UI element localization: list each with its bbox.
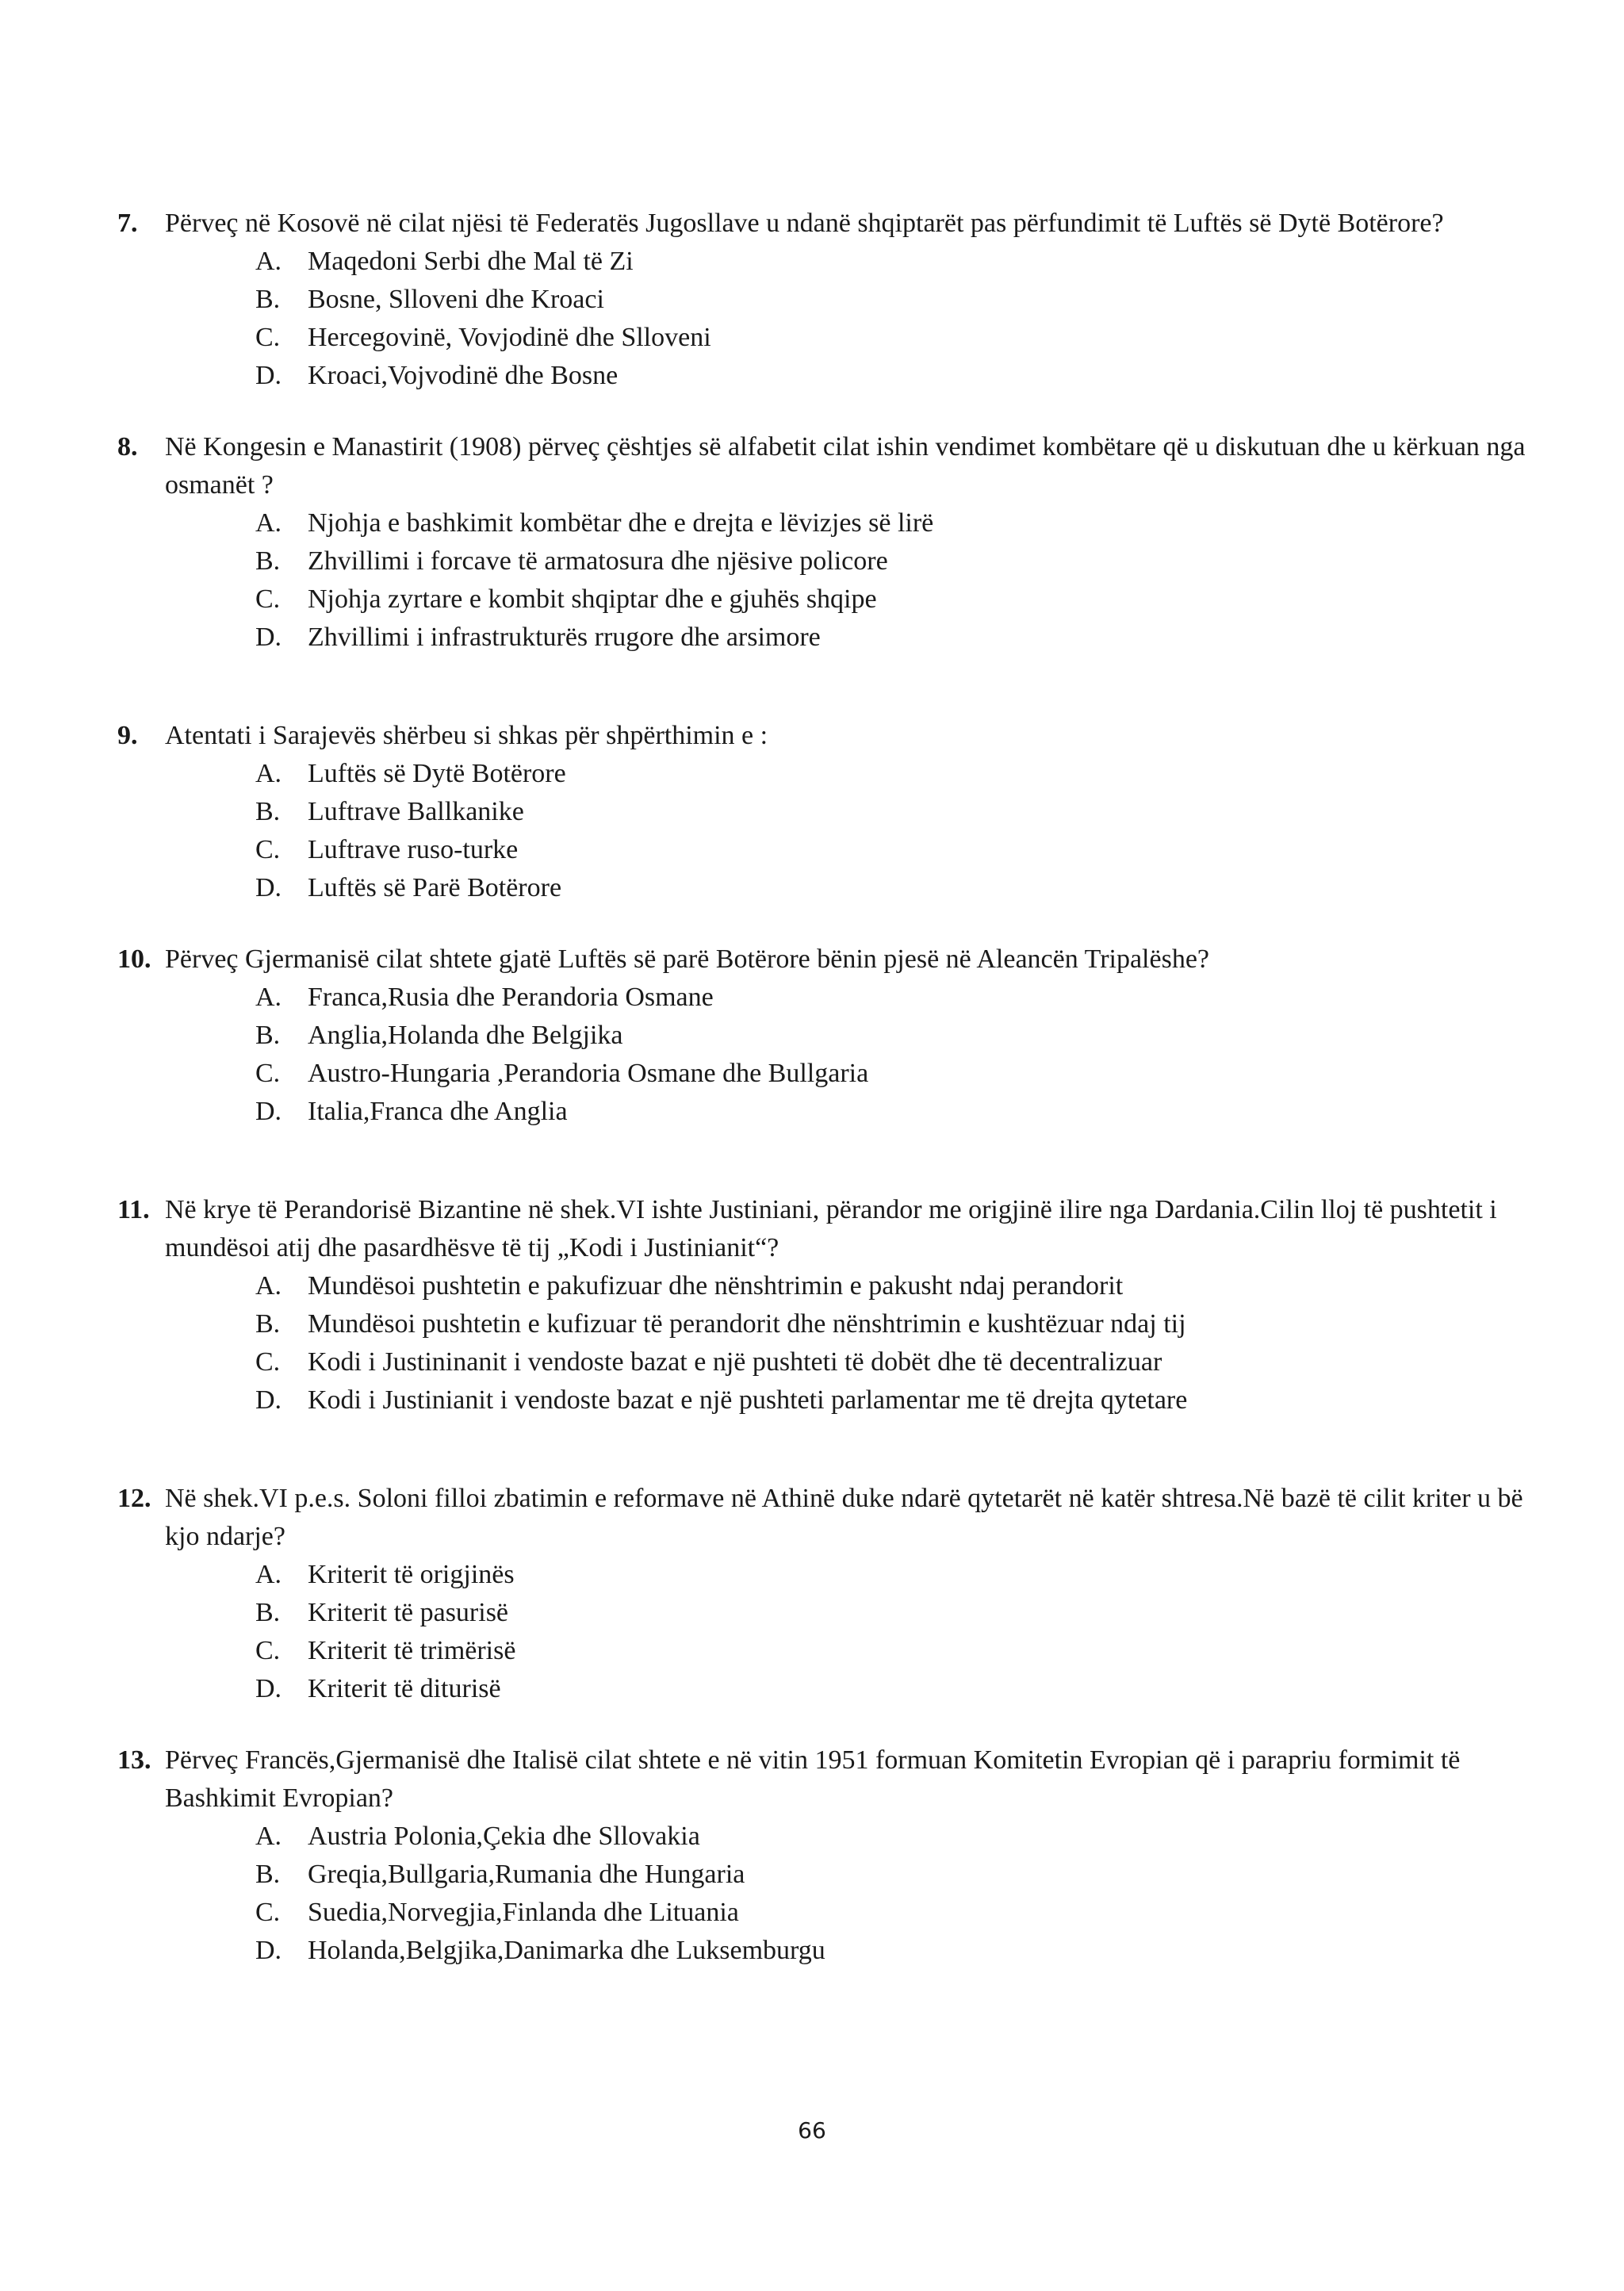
question-text: Përveç Francës,Gjermanisë dhe Italisë cilat shtete e në vitin 1951 formuan Komitetin Evropian që i parapriu formimit të Bashkimit Evropian? [165,1745,1461,1813]
question-8 [117,428,1529,657]
answer-options [117,504,1529,657]
option-letter: B. [255,797,281,826]
option-letter: D. [255,1385,282,1415]
option-letter: C. [255,584,281,614]
option-c [117,831,1529,869]
option-c [117,580,1529,619]
option-letter: A. [255,508,282,538]
option-letter: D. [255,1097,282,1126]
option-text: Kriterit të pasurisë [308,1598,509,1627]
question-text: Atentati i Sarajevës shërbeu si shkas për shpërthimin e : [165,721,768,750]
option-letter: C. [255,1636,281,1665]
option-text: Luftrave Ballkanike [308,797,524,826]
option-text: Hercegovinë, Vovjodinë dhe Slloveni [308,323,711,352]
option-text: Greqia,Bullgaria,Rumania dhe Hungaria [308,1860,745,1889]
option-letter: B. [255,546,281,576]
question-number: 8. [117,432,138,462]
option-text: Kriterit të trimërisë [308,1636,516,1665]
option-text: Maqedoni Serbi dhe Mal të Zi [308,247,634,276]
option-letter: C. [255,835,281,864]
option-c [117,1055,1529,1093]
option-text: Anglia,Holanda dhe Belgjika [308,1021,623,1050]
option-d [117,357,1529,395]
answer-options [117,1818,1529,1970]
option-letter: A. [255,1271,282,1301]
option-letter: A. [255,1822,282,1851]
option-text: Italia,Franca dhe Anglia [308,1097,568,1126]
question-13 [117,1741,1529,1970]
option-letter: B. [255,1021,281,1050]
option-a [117,755,1529,793]
answer-options [117,243,1529,395]
option-letter: B. [255,1860,281,1889]
option-text: Zhvillimi i infrastrukturës rrugore dhe arsimore [308,623,821,652]
option-text: Zhvillimi i forcave të armatosura dhe njësive policore [308,546,888,576]
option-letter: D. [255,873,282,902]
question-text: Në Kongesin e Manastirit (1908) përveç çështjes së alfabetit cilat ishin vendimet kombëtare që u diskutuan dhe u kërkuan nga osmanët ? [165,432,1526,500]
option-text: Suedia,Norvegjia,Finlanda dhe Lituania [308,1898,739,1927]
option-d [117,869,1529,907]
answer-options [117,979,1529,1131]
question-11 [117,1191,1529,1419]
option-b [117,1305,1529,1343]
option-c [117,1632,1529,1670]
question-text: Përveç Gjermanisë cilat shtete gjatë Luftës së parë Botërore bënin pjesë në Aleancën Tripalëshe? [165,944,1210,974]
option-letter: B. [255,1309,281,1339]
option-letter: B. [255,1598,281,1627]
option-letter: A. [255,759,282,788]
option-letter: D. [255,1674,282,1703]
option-a [117,1267,1529,1305]
question-number: 12. [117,1484,151,1513]
option-text: Luftrave ruso-turke [308,835,519,864]
option-letter: B. [255,285,281,314]
option-letter: C. [255,1898,281,1927]
answer-options [117,1556,1529,1708]
option-text: Kriterit të diturisë [308,1674,501,1703]
option-letter: D. [255,623,282,652]
option-b [117,281,1529,319]
option-text: Kriterit të origjinës [308,1560,515,1589]
option-text: Luftës së Parë Botërore [308,873,562,902]
option-letter: C. [255,1059,281,1088]
question-text: Në shek.VI p.e.s. Soloni filloi zbatimin e reformave në Athinë duke ndarë qytetarët në katër shtresa.Në bazë të cilit kriter u bë kjo ndarje? [165,1484,1523,1551]
option-b [117,793,1529,831]
option-b [117,542,1529,580]
question-number: 10. [117,944,151,974]
option-b [117,1856,1529,1894]
option-text: Kodi i Justinianit i vendoste bazat e një pushteti parlamentar me të drejta qytetare [308,1385,1188,1415]
option-text: Njohja e bashkimit kombëtar dhe e drejta e lëvizjes së lirë [308,508,934,538]
option-a [117,1556,1529,1594]
option-text: Holanda,Belgjika,Danimarka dhe Luksemburgu [308,1936,825,1965]
question-number: 7. [117,209,138,238]
option-letter: A. [255,983,282,1012]
option-text: Austro-Hungaria ,Perandoria Osmane dhe Bullgaria [308,1059,869,1088]
option-text: Kroaci,Vojvodinë dhe Bosne [308,361,619,390]
option-d [117,1093,1529,1131]
option-d [117,1670,1529,1708]
answer-options [117,1267,1529,1419]
page-number: 66 [798,2117,826,2144]
option-a [117,243,1529,281]
option-text: Austria Polonia,Çekia dhe Sllovakia [308,1822,700,1851]
option-letter: D. [255,361,282,390]
option-d [117,1932,1529,1970]
option-text: Mundësoi pushtetin e pakufizuar dhe nënshtrimin e pakusht ndaj perandorit [308,1271,1124,1301]
option-text: Luftës së Dytë Botërore [308,759,566,788]
option-b [117,1017,1529,1055]
option-letter: D. [255,1936,282,1965]
question-10 [117,941,1529,1131]
option-d [117,619,1529,657]
option-b [117,1594,1529,1632]
option-letter: C. [255,1347,281,1377]
question-12 [117,1480,1529,1708]
option-text: Njohja zyrtare e kombit shqiptar dhe e gjuhës shqipe [308,584,877,614]
option-letter: C. [255,323,281,352]
question-9 [117,717,1529,907]
question-number: 9. [117,721,138,750]
option-a [117,979,1529,1017]
option-letter: A. [255,247,282,276]
option-text: Kodi i Justininanit i vendoste bazat e një pushteti të dobët dhe të decentralizuar [308,1347,1162,1377]
option-c [117,1343,1529,1381]
option-c [117,1894,1529,1932]
answer-options [117,755,1529,907]
option-text: Mundësoi pushtetin e kufizuar të perandorit dhe nënshtrimin e kushtëzuar ndaj tij [308,1309,1186,1339]
option-a [117,504,1529,542]
question-7 [117,205,1529,395]
option-text: Bosne, Slloveni dhe Kroaci [308,285,604,314]
option-d [117,1381,1529,1419]
option-letter: A. [255,1560,282,1589]
question-list [117,205,1529,1970]
question-number: 11. [117,1195,150,1224]
option-text: Franca,Rusia dhe Perandoria Osmane [308,983,714,1012]
option-c [117,319,1529,357]
option-a [117,1818,1529,1856]
question-text: Përveç në Kosovë në cilat njësi të Federatës Jugosllave u ndanë shqiptarët pas përfundimit të Luftës së Dytë Botërore? [165,209,1444,238]
question-number: 13. [117,1745,151,1775]
question-text: Në krye të Perandorisë Bizantine në shek.VI ishte Justiniani, përandor me origjinë ilire nga Dardania.Cilin lloj të pushtetit i mundësoi atij dhe pasardhësve të tij „Kodi i Justinianit“? [165,1195,1497,1262]
